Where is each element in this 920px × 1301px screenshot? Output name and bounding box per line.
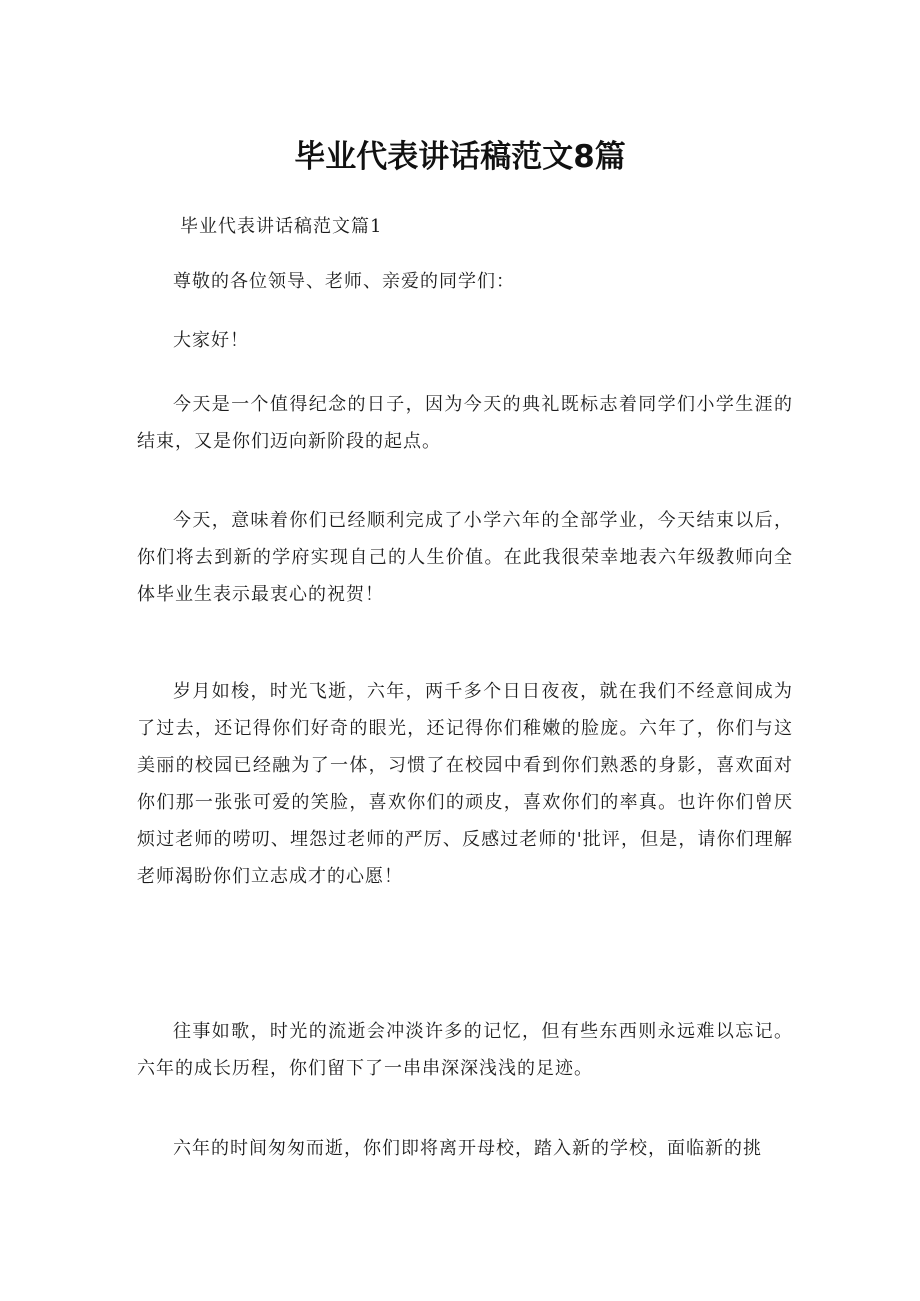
greeting: 大家好！: [173, 330, 249, 351]
paragraph: 今天，意味着你们已经顺利完成了小学六年的全部学业，今天结束以后，你们将去到新的学府实现自己的人生价值。在此我很荣幸地表六年级教师向全体毕业生表示最衷心的祝贺！: [137, 510, 793, 605]
paragraph: 往事如歌，时光的流逝会冲淡许多的记忆，但有些东西则永远难以忘记。六年的成长历程，你们留下了一串串深深浅浅的足迹。: [137, 1021, 793, 1079]
salutation: 尊敬的各位领导、老师、亲爱的同学们：: [173, 271, 515, 292]
paragraph: 今天是一个值得纪念的日子，因为今天的典礼既标志着同学们小学生涯的结束，又是你们迈向新阶段的起点。: [137, 394, 793, 452]
document-title: 毕业代表讲话稿范文8篇: [294, 139, 626, 175]
section-heading: 毕业代表讲话稿范文篇1: [180, 216, 383, 237]
paragraph: 岁月如梭，时光飞逝，六年，两千多个日日夜夜，就在我们不经意间成为了过去，还记得你们好奇的眼光，还记得你们稚嫩的脸庞。六年了，你们与这美丽的校园已经融为了一体，习惯了在校园中看到你们熟悉的身影，喜欢面对你们那一张张可爱的笑脸，喜欢你们的顽皮，喜欢你们的率真。也许你们曾厌烦过老师的唠叨、埋怨过老师的严厉、反感过老师的'批评，但是，请你们理解老师渴盼你们立志成才的心愿！: [137, 681, 793, 887]
paragraph: 六年的时间匆匆而逝，你们即将离开母校，踏入新的学校，面临新的挑: [173, 1138, 762, 1159]
